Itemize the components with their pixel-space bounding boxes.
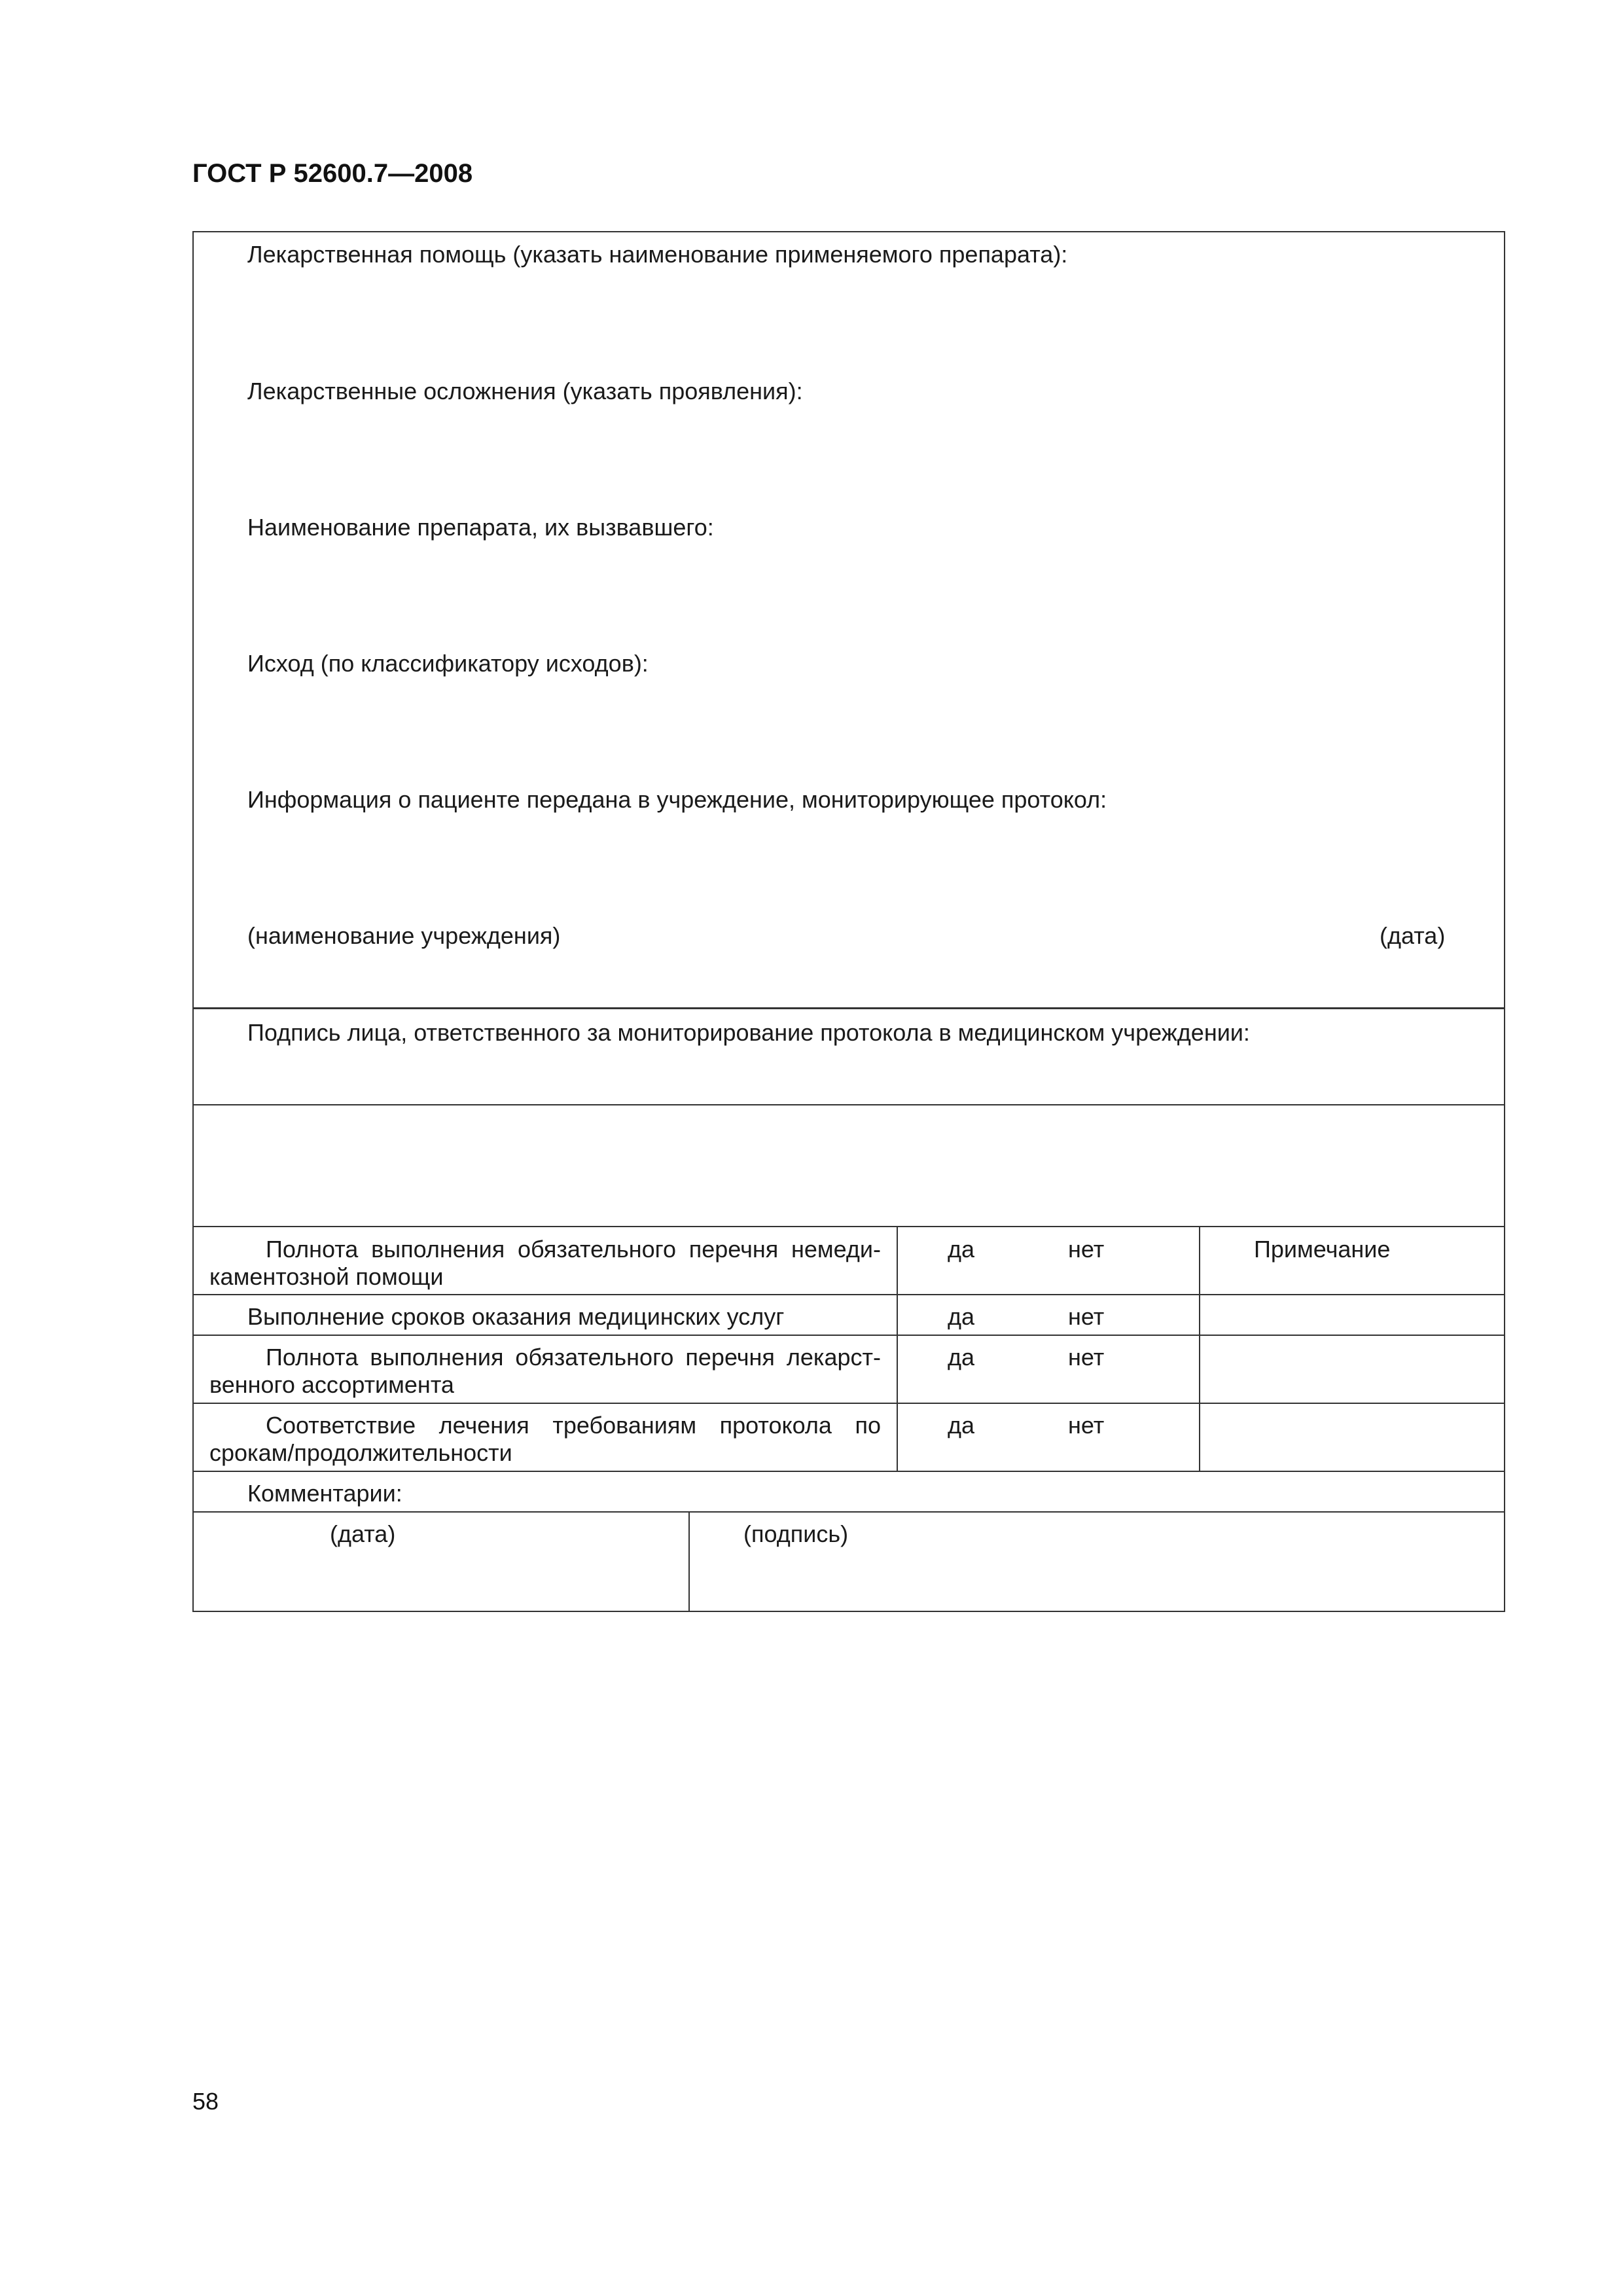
checklist-row-2-no: нет	[1068, 1303, 1105, 1330]
table-border-left	[192, 231, 194, 1612]
divider-row4	[192, 1471, 1505, 1472]
drug-name-label: Наименование препарата, их вызвавшего:	[247, 514, 714, 541]
checklist-row-1-line2: каментозной помощи	[209, 1263, 444, 1290]
checklist-row-4-line2: срокам/продолжительности	[209, 1439, 512, 1466]
signature-label: Подпись лица, ответственного за мониторирование протокола в медицинском учреждении:	[247, 1019, 1250, 1046]
divider-row2	[192, 1335, 1505, 1336]
checklist-row-3-line1: Полнота выполнения обязательного перечня лекарст-	[266, 1344, 881, 1371]
checklist-row-1-yes: да	[948, 1236, 975, 1263]
checklist-col-divider-2	[1199, 1226, 1200, 1472]
checklist-row-1-no: нет	[1068, 1236, 1105, 1263]
checklist-row-4-yes: да	[948, 1412, 975, 1439]
drug-assistance-label: Лекарственная помощь (указать наименование применяемого препарата):	[247, 241, 1068, 268]
divider-blank	[192, 1226, 1505, 1227]
checklist-row-3-text	[209, 1344, 881, 1399]
table-border-bottom	[192, 1611, 1505, 1612]
institution-name-label: (наименование учреждения)	[247, 922, 561, 949]
divider-comments	[192, 1511, 1505, 1513]
checklist-row-1-line1: Полнота выполнения обязательного перечня немеди-	[266, 1236, 881, 1263]
divider-section1	[192, 1007, 1505, 1009]
transfer-date-label: (дата)	[1380, 922, 1446, 949]
comments-date-label: (дата)	[330, 1520, 396, 1547]
document-header: ГОСТ Р 52600.7—2008	[192, 159, 473, 188]
drug-complications-label: Лекарственные осложнения (указать проявления):	[247, 378, 803, 404]
info-transferred-label: Информация о пациенте передана в учреждение, мониторирующее протокол:	[247, 786, 1107, 813]
table-border-top	[192, 231, 1505, 232]
table-border-right	[1504, 231, 1505, 1612]
comments-signature-label: (подпись)	[743, 1520, 849, 1547]
divider-row1	[192, 1294, 1505, 1295]
comments-label: Комментарии:	[247, 1480, 402, 1507]
outcome-label: Исход (по классификатору исходов):	[247, 650, 649, 677]
checklist-row-2-text: Выполнение сроков оказания медицинских услуг	[247, 1303, 785, 1330]
checklist-col-divider-1	[897, 1226, 898, 1472]
checklist-row-3-no: нет	[1068, 1344, 1105, 1371]
note-column-header: Примечание	[1254, 1236, 1391, 1263]
checklist-row-1-text	[209, 1236, 881, 1291]
footer-col-divider	[688, 1511, 690, 1612]
page-number: 58	[192, 2088, 219, 2115]
divider-signature	[192, 1104, 1505, 1105]
checklist-row-4-text	[209, 1412, 881, 1467]
checklist-row-3-yes: да	[948, 1344, 975, 1371]
divider-row3	[192, 1403, 1505, 1404]
checklist-row-4-line1: Соответствие лечения требованиям протокола по	[266, 1412, 881, 1439]
checklist-row-3-line2: венного ассортимента	[209, 1371, 454, 1398]
checklist-row-4-no: нет	[1068, 1412, 1105, 1439]
checklist-row-2-yes: да	[948, 1303, 975, 1330]
